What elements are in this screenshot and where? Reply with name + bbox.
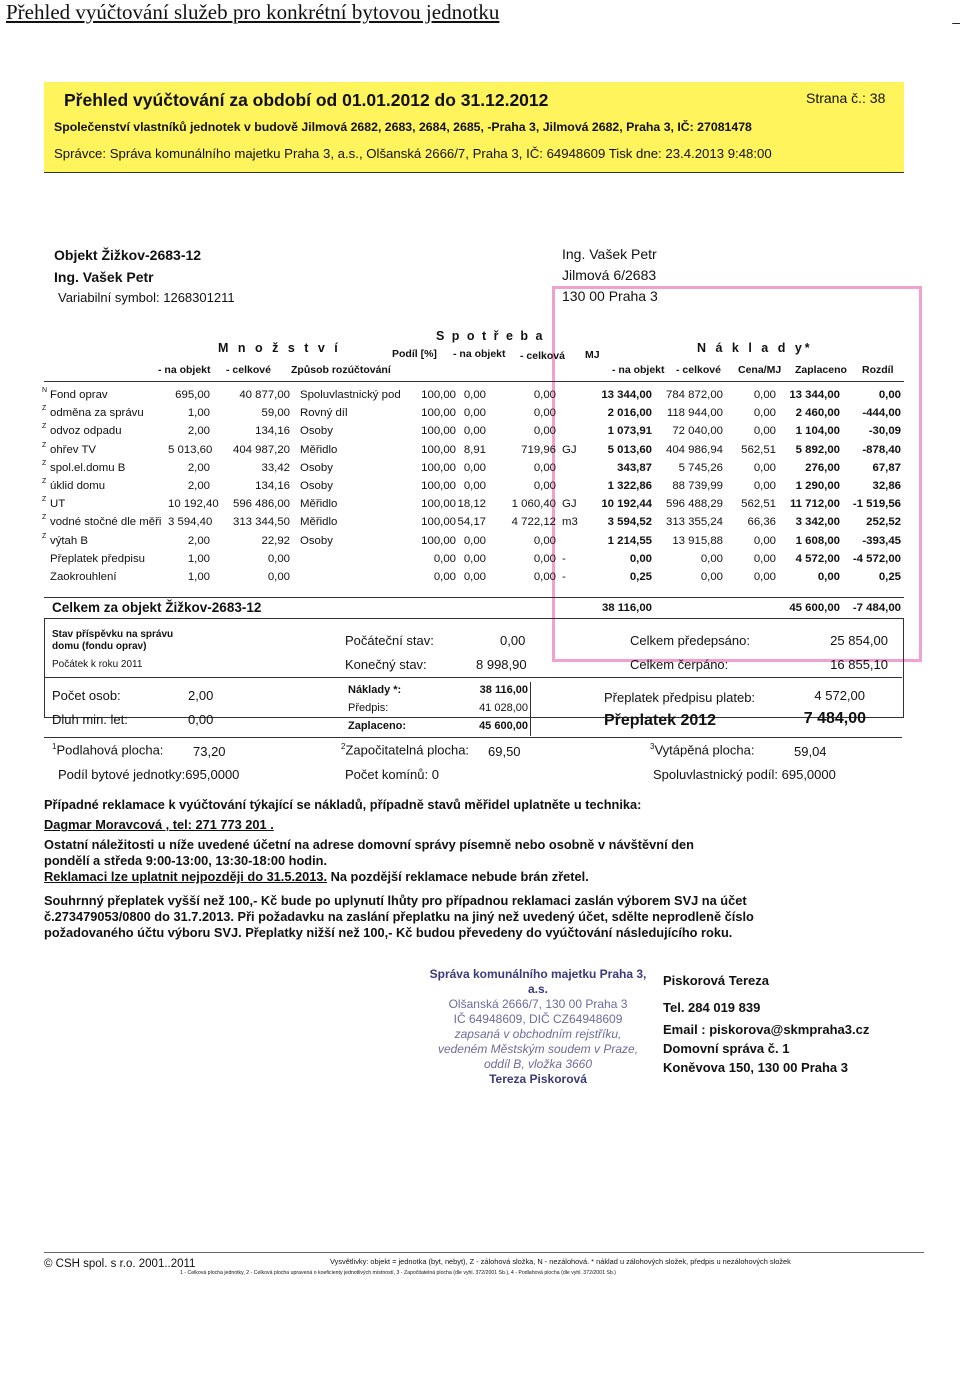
cell-m1: 5 013,60: [168, 443, 213, 456]
cell-zp: Osoby: [300, 534, 333, 547]
unit-share: Podíl bytové jednotky:695,0000: [58, 767, 240, 782]
prescribed-value: 25 854,00: [830, 633, 888, 648]
cell-m1: 1,00: [187, 571, 210, 583]
cell-zap: 0,00: [817, 571, 840, 583]
table-row: [0, 389, 960, 405]
cell-m2: 404 987,20: [232, 443, 290, 456]
cell-mj: m3: [562, 516, 578, 529]
copyright: © CSH spol. s r.o. 2001..2011: [44, 1258, 196, 1270]
owner-name: Ing. Vašek Petr: [54, 269, 154, 285]
col-zaplaceno: Zaplaceno: [795, 364, 847, 376]
cell-m2: 134,16: [255, 480, 290, 492]
overpay-2012-value: 7 484,00: [803, 710, 866, 727]
cell-roz: -393,45: [862, 534, 901, 547]
cell-s2: 0,00: [533, 534, 556, 547]
cell-m2: 33,42: [261, 461, 290, 474]
table-row: [0, 571, 960, 587]
cell-pod: 100,00: [421, 425, 456, 438]
cell-zap: 11 712,00: [789, 498, 840, 511]
cell-s1: 0,00: [463, 571, 486, 583]
start-state-value: 0,00: [500, 633, 526, 648]
note-other: Ostatní náležitosti u níže uvedené účetní na adrese domovní správy písemně nebo osobně v návštěvní den: [44, 837, 694, 852]
cell-cena: 0,00: [753, 571, 776, 583]
table-row: [0, 516, 960, 532]
cell-roz: 32,86: [872, 480, 901, 492]
table-row: [0, 553, 960, 569]
row-type-marker: Z: [42, 441, 47, 449]
cell-m2: 313 344,50: [232, 516, 290, 529]
paid-label: Zaplaceno:: [348, 720, 407, 732]
drawn-value: 16 855,10: [830, 657, 888, 672]
row-type-marker: Z: [42, 496, 47, 504]
end-state-value: 8 998,90: [476, 657, 527, 672]
prescribed-label: Celkem předepsáno:: [630, 633, 750, 648]
cell-s1: 0,00: [463, 461, 486, 474]
cell-pod: 100,00: [421, 389, 456, 401]
cell-n1: 2 016,00: [607, 407, 652, 420]
cell-mj: -: [562, 571, 566, 583]
cell-n2: 313 355,24: [665, 516, 723, 529]
page-number: Strana č.: 38: [806, 90, 886, 106]
table-row: [0, 441, 960, 460]
debt-label: Dluh min. let:: [52, 712, 128, 727]
cell-roz: -30,09: [868, 425, 901, 438]
row-type-marker: Z: [42, 459, 47, 467]
variable-symbol: Variabilní symbol: 1268301211: [58, 290, 235, 305]
cell-roz: -4 572,00: [852, 552, 901, 565]
cell-name: odměna za správu: [50, 407, 144, 420]
col-naklady-objekt: - na objekt: [612, 364, 665, 376]
cell-m2: 59,00: [261, 407, 290, 420]
cell-roz: 252,52: [866, 516, 901, 529]
contact-phone: Tel. 284 019 839: [663, 1000, 761, 1015]
cell-m2: 22,92: [261, 534, 290, 547]
cell-cena: 0,00: [753, 389, 776, 401]
cell-s1: 18,12: [457, 498, 486, 511]
cell-name: Zaokrouhlení: [50, 571, 117, 583]
end-state-label: Konečný stav:: [345, 657, 427, 672]
divider: [44, 597, 904, 598]
cell-pod: 0,00: [433, 552, 456, 565]
cell-n2: 118 944,00: [666, 407, 723, 420]
company-stamp: Správa komunálního majetku Praha 3, a.s. Olšanská 2666/7, 130 00 Praha 3 IČ 64948609, DIČ CZ64948609 zapsaná v obchodním rejstříku, vedeném Městským soudem v Praze, oddíl B, vložka 3660 Tereza Piskorová: [429, 967, 647, 1086]
cell-zap: 4 572,00: [795, 552, 840, 565]
divider: [44, 1252, 924, 1253]
heated-area-label: Vytápěná plocha:: [654, 742, 755, 758]
cell-n2: 0,00: [700, 552, 723, 565]
cell-name: vodné stočné dle měři: [50, 516, 162, 529]
overpay-2012-label: Přeplatek 2012: [604, 712, 717, 729]
cell-roz: 0,25: [878, 571, 901, 583]
note-technician: Dagmar Moravcová , tel: 271 773 201 .: [44, 817, 274, 832]
cell-cena: 562,51: [741, 498, 776, 511]
note-deadline: Reklamaci lze uplatnit nejpozději do 31.5.2013.: [44, 869, 328, 884]
cell-zp: Spoluvlastnický pod: [300, 389, 401, 401]
cell-n1: 1 073,91: [607, 425, 652, 438]
cell-mj: -: [562, 552, 566, 565]
cell-s1: 54,17: [457, 516, 486, 529]
cell-zap: 3 342,00: [795, 516, 840, 529]
address-name: Ing. Vašek Petr: [562, 246, 657, 262]
statement-title: Přehled vyúčtování za období od 01.01.2012 do 31.12.2012: [64, 90, 549, 110]
contact-email: Email : piskorova@skmpraha3.cz: [663, 1022, 870, 1037]
cell-zp: Měřidlo: [300, 516, 338, 529]
cell-cena: 66,36: [747, 516, 776, 529]
cell-s2: 0,00: [533, 407, 556, 420]
cell-s1: 0,00: [463, 425, 486, 438]
cell-n2: 0,00: [700, 571, 723, 583]
cell-pod: 100,00: [421, 534, 456, 547]
col-mnozstvi-celkove: - celkové: [226, 364, 271, 376]
cell-cena: 0,00: [753, 425, 776, 438]
total-rozdil: -7 484,00: [852, 602, 901, 614]
contact-office: Domovní správa č. 1: [663, 1041, 790, 1056]
overpay-label: Přeplatek předpisu plateb:: [604, 690, 756, 705]
paid-value: 45 600,00: [479, 720, 528, 732]
cell-zp: Měřidlo: [300, 443, 338, 456]
cell-n1: 13 344,00: [601, 389, 652, 401]
cell-cena: 0,00: [753, 534, 776, 547]
object-name: Objekt Žižkov-2683-12: [54, 247, 202, 263]
cell-roz: -1 519,56: [852, 498, 901, 511]
cell-zap: 5 892,00: [795, 443, 840, 456]
counted-area-label: Započitatelná plocha:: [345, 742, 470, 758]
contact-address: Koněvova 150, 130 00 Praha 3: [663, 1060, 849, 1075]
cell-name: Fond oprav: [50, 389, 108, 401]
fund-label-3: Počátek k roku 2011: [52, 659, 143, 670]
row-type-marker: Z: [42, 405, 47, 413]
cell-zp: Osoby: [300, 480, 333, 492]
cell-m1: 2,00: [187, 461, 210, 474]
row-type-marker: Z: [42, 514, 47, 522]
cell-name: odvoz odpadu: [50, 425, 122, 438]
cell-s1: 0,00: [463, 552, 486, 565]
fund-label-2: domu (fondu oprav): [52, 641, 147, 652]
note-refund-3: požadovaného účtu výboru SVJ. Přeplatky nižší než 100,- Kč budou převedeny do vyúčtování následujícího roku.: [44, 925, 733, 940]
note-hours: pondělí a středa 9:00-13:00, 13:30-18:00 hodin.: [44, 853, 328, 868]
col-spotreba-celkova: - celková: [520, 350, 565, 362]
cell-m2: 134,16: [255, 425, 290, 438]
costs-value: 38 116,00: [479, 684, 528, 696]
cell-m1: 2,00: [187, 425, 210, 438]
cell-zap: 1 608,00: [795, 534, 840, 547]
address-city: 130 00 Praha 3: [562, 288, 658, 304]
divider: [44, 381, 904, 382]
cell-m1: 1,00: [187, 407, 210, 420]
cell-s2: 0,00: [533, 425, 556, 438]
cell-m2: 596 486,00: [232, 498, 290, 511]
cell-m1: 2,00: [187, 534, 210, 547]
cell-s2: 0,00: [533, 480, 556, 492]
cell-s2: 0,00: [533, 571, 556, 583]
col-zpusob: Způsob rozúčtování: [291, 364, 391, 376]
cell-n2: 596 488,29: [665, 498, 723, 511]
cell-name: Přeplatek předpisu: [50, 552, 145, 565]
cell-cena: 0,00: [753, 552, 776, 565]
row-type-marker: Z: [42, 532, 47, 540]
table-row: [0, 407, 960, 423]
cell-zp: Rovný díl: [300, 407, 348, 420]
cell-n2: 5 745,26: [678, 461, 723, 474]
cell-s2: 719,96: [521, 443, 556, 456]
note-refund-1: Souhrnný přeplatek vyšší než 100,- Kč bude po uplynutí lhůty pro případnou reklamaci zaslán výborem SVJ na účet: [44, 893, 747, 908]
cell-m2: 0,00: [267, 571, 290, 583]
col-naklady-celkove: - celkové: [676, 364, 721, 376]
cell-n2: 13 915,88: [672, 534, 723, 547]
col-cena-mj: Cena/MJ: [738, 364, 782, 376]
cell-mj: GJ: [562, 498, 577, 511]
note-refund-2: č.273479053/0800 do 31.7.2013. Při požadavku na zaslání přeplatku na jiný než uvedený účet, sdělte neprodleně číslo: [44, 909, 754, 924]
cell-s2: 0,00: [533, 461, 556, 474]
table-row: [0, 425, 960, 441]
address-street: Jilmová 6/2683: [562, 267, 657, 283]
cell-n2: 72 040,00: [672, 425, 723, 438]
table-row: [0, 480, 960, 496]
cell-name: ohřev TV: [50, 443, 97, 456]
cell-pod: 100,00: [421, 443, 456, 456]
cell-s1: 0,00: [463, 407, 486, 420]
cell-roz: 67,87: [872, 461, 901, 474]
cell-n1: 1 322,86: [607, 480, 652, 492]
col-podil: Podíl [%]: [392, 348, 437, 360]
divider: [44, 677, 902, 678]
cell-pod: 100,00: [421, 498, 456, 511]
table-row: [0, 498, 960, 514]
cell-m1: 695,00: [175, 389, 210, 401]
persons-label: Počet osob:: [52, 688, 121, 703]
cell-roz: -878,40: [862, 443, 901, 456]
contact-name: Piskorová Tereza: [663, 973, 769, 988]
row-type-marker: Z: [42, 423, 47, 431]
cell-m1: 1,00: [187, 552, 210, 565]
cell-cena: 0,00: [753, 461, 776, 474]
cell-roz: -444,00: [862, 407, 901, 420]
cell-zp: Osoby: [300, 461, 333, 474]
start-state-label: Počáteční stav:: [345, 633, 434, 648]
chimney-count: Počet komínů: 0: [345, 767, 439, 782]
floor-area-label: Podlahová plocha:: [56, 742, 164, 758]
cell-n2: 88 739,99: [672, 480, 723, 492]
cell-name: výtah B: [50, 534, 88, 547]
divider: [44, 737, 902, 738]
cell-pod: 100,00: [421, 407, 456, 420]
costs-label: Náklady *:: [348, 684, 402, 696]
persons-value: 2,00: [188, 688, 214, 703]
cell-m2: 40 877,00: [239, 389, 290, 401]
cell-zap: 1 290,00: [795, 480, 840, 492]
row-type-marker: N: [42, 387, 48, 394]
total-zaplaceno: 45 600,00: [789, 602, 840, 614]
floor-area-value: 73,20: [193, 744, 226, 759]
table-row: [0, 459, 960, 478]
cell-pod: 100,00: [421, 516, 456, 529]
cell-cena: 0,00: [753, 480, 776, 492]
col-mnozstvi-objekt: - na objekt: [158, 364, 211, 376]
cell-name: úklid domu: [50, 480, 106, 492]
cell-n1: 0,25: [629, 571, 652, 583]
drawn-label: Celkem čerpáno:: [630, 657, 729, 672]
cell-cena: 0,00: [753, 407, 776, 420]
fund-label-1: Stav příspěvku na správu: [52, 629, 174, 640]
note-complaints: Případné reklamace k vyúčtování týkající se nákladů, případně stavů měřidel uplatněte u technika:: [44, 797, 642, 812]
cell-n1: 10 192,44: [601, 498, 652, 511]
cell-n1: 1 214,55: [607, 534, 652, 547]
cell-s1: 0,00: [463, 480, 486, 492]
cell-pod: 100,00: [421, 480, 456, 492]
cell-zp: Měřidlo: [300, 498, 338, 511]
note-deadline-2: Na pozdější reklamace nebude brán zřetel.: [327, 869, 589, 884]
cell-n1: 0,00: [629, 552, 652, 565]
cell-n1: 3 594,52: [607, 516, 652, 529]
cell-s2: 0,00: [533, 552, 556, 565]
cell-zap: 276,00: [805, 461, 840, 474]
col-spotreba-objekt: - na objekt: [453, 348, 506, 360]
cell-s1: 8,91: [463, 443, 486, 456]
cell-zp: Osoby: [300, 425, 333, 438]
cell-m1: 10 192,40: [168, 498, 219, 511]
col-group-mnozstvi: M n o ž s t v í: [218, 341, 341, 355]
co-ownership-share: Spoluvlastnický podíl: 695,0000: [653, 767, 836, 782]
page-title: Přehled vyúčtování služeb pro konkrétní bytovou jednotku: [6, 0, 500, 24]
cell-roz: 0,00: [878, 389, 901, 401]
cell-zap: 13 344,00: [789, 389, 840, 401]
manager-line: Správce: Správa komunálního majetku Praha 3, a.s., Olšanská 2666/7, Praha 3, IČ: 64948609 Tisk dne: 23.4.2013 9:48:00: [54, 146, 772, 161]
heated-area-value: 59,04: [794, 744, 827, 759]
cell-s1: 0,00: [463, 389, 486, 401]
overpay-value: 4 572,00: [814, 688, 865, 703]
footer-legend-1: Vysvětlivky: objekt = jednotka (byt, nebyt), Z - zálohová složka, N - nezálohová. * náklad u zálohových složek, předpis u nezálohových složek: [330, 1257, 791, 1266]
cell-n2: 784 872,00: [665, 389, 723, 401]
col-rozdil: Rozdíl: [862, 364, 894, 376]
debt-value: 0,00: [188, 712, 214, 727]
total-label: Celkem za objekt Žižkov-2683-12: [52, 600, 262, 615]
cell-s2: 1 060,40: [511, 498, 556, 511]
cell-zap: 2 460,00: [795, 407, 840, 420]
association-line: Společenství vlastníků jednotek v budově Jilmová 2682, 2683, 2684, 2685, -Praha 3, Jilmová 2682, Praha 3, IČ: 27081478: [54, 120, 752, 134]
prescription-label: Předpis:: [348, 702, 389, 714]
cell-pod: 0,00: [433, 571, 456, 583]
total-naklady: 38 116,00: [601, 602, 652, 614]
cell-cena: 562,51: [741, 443, 776, 456]
col-group-naklady: N á k l a d y*: [697, 341, 813, 355]
cell-m2: 0,00: [267, 552, 290, 565]
col-mj: MJ: [585, 349, 600, 361]
divider: [530, 682, 531, 736]
cell-name: UT: [50, 498, 66, 511]
cell-n1: 343,87: [617, 461, 652, 474]
corner-dash: –: [952, 14, 960, 30]
cell-s2: 4 722,12: [511, 516, 556, 529]
row-type-marker: Z: [42, 478, 47, 485]
cell-name: spol.el.domu B: [50, 461, 126, 474]
table-row: [0, 532, 960, 551]
footer-legend-2: 1 - Celková plocha jednotky, 2 - Celková plocha upravená o koeficienty jednotlivých místností, 3 - Započitatelná plocha (dle vyhl. 372/2001 Sb.), 4 - Podlahová plocha (dle vyhl. 372/2001 Sb.): [180, 1270, 616, 1276]
cell-s1: 0,00: [463, 534, 486, 547]
cell-pod: 100,00: [421, 461, 456, 474]
prescription-value: 41 028,00: [479, 702, 528, 714]
cell-m1: 2,00: [187, 480, 210, 492]
divider: [44, 172, 904, 173]
col-group-spotreba: S p o t ř e b a: [436, 329, 545, 343]
cell-zap: 1 104,00: [795, 425, 840, 438]
cell-mj: GJ: [562, 443, 577, 456]
cell-n2: 404 986,94: [665, 443, 723, 456]
cell-m1: 3 594,40: [168, 516, 213, 529]
cell-n1: 5 013,60: [607, 443, 652, 456]
cell-s2: 0,00: [533, 389, 556, 401]
counted-area-value: 69,50: [488, 744, 521, 759]
